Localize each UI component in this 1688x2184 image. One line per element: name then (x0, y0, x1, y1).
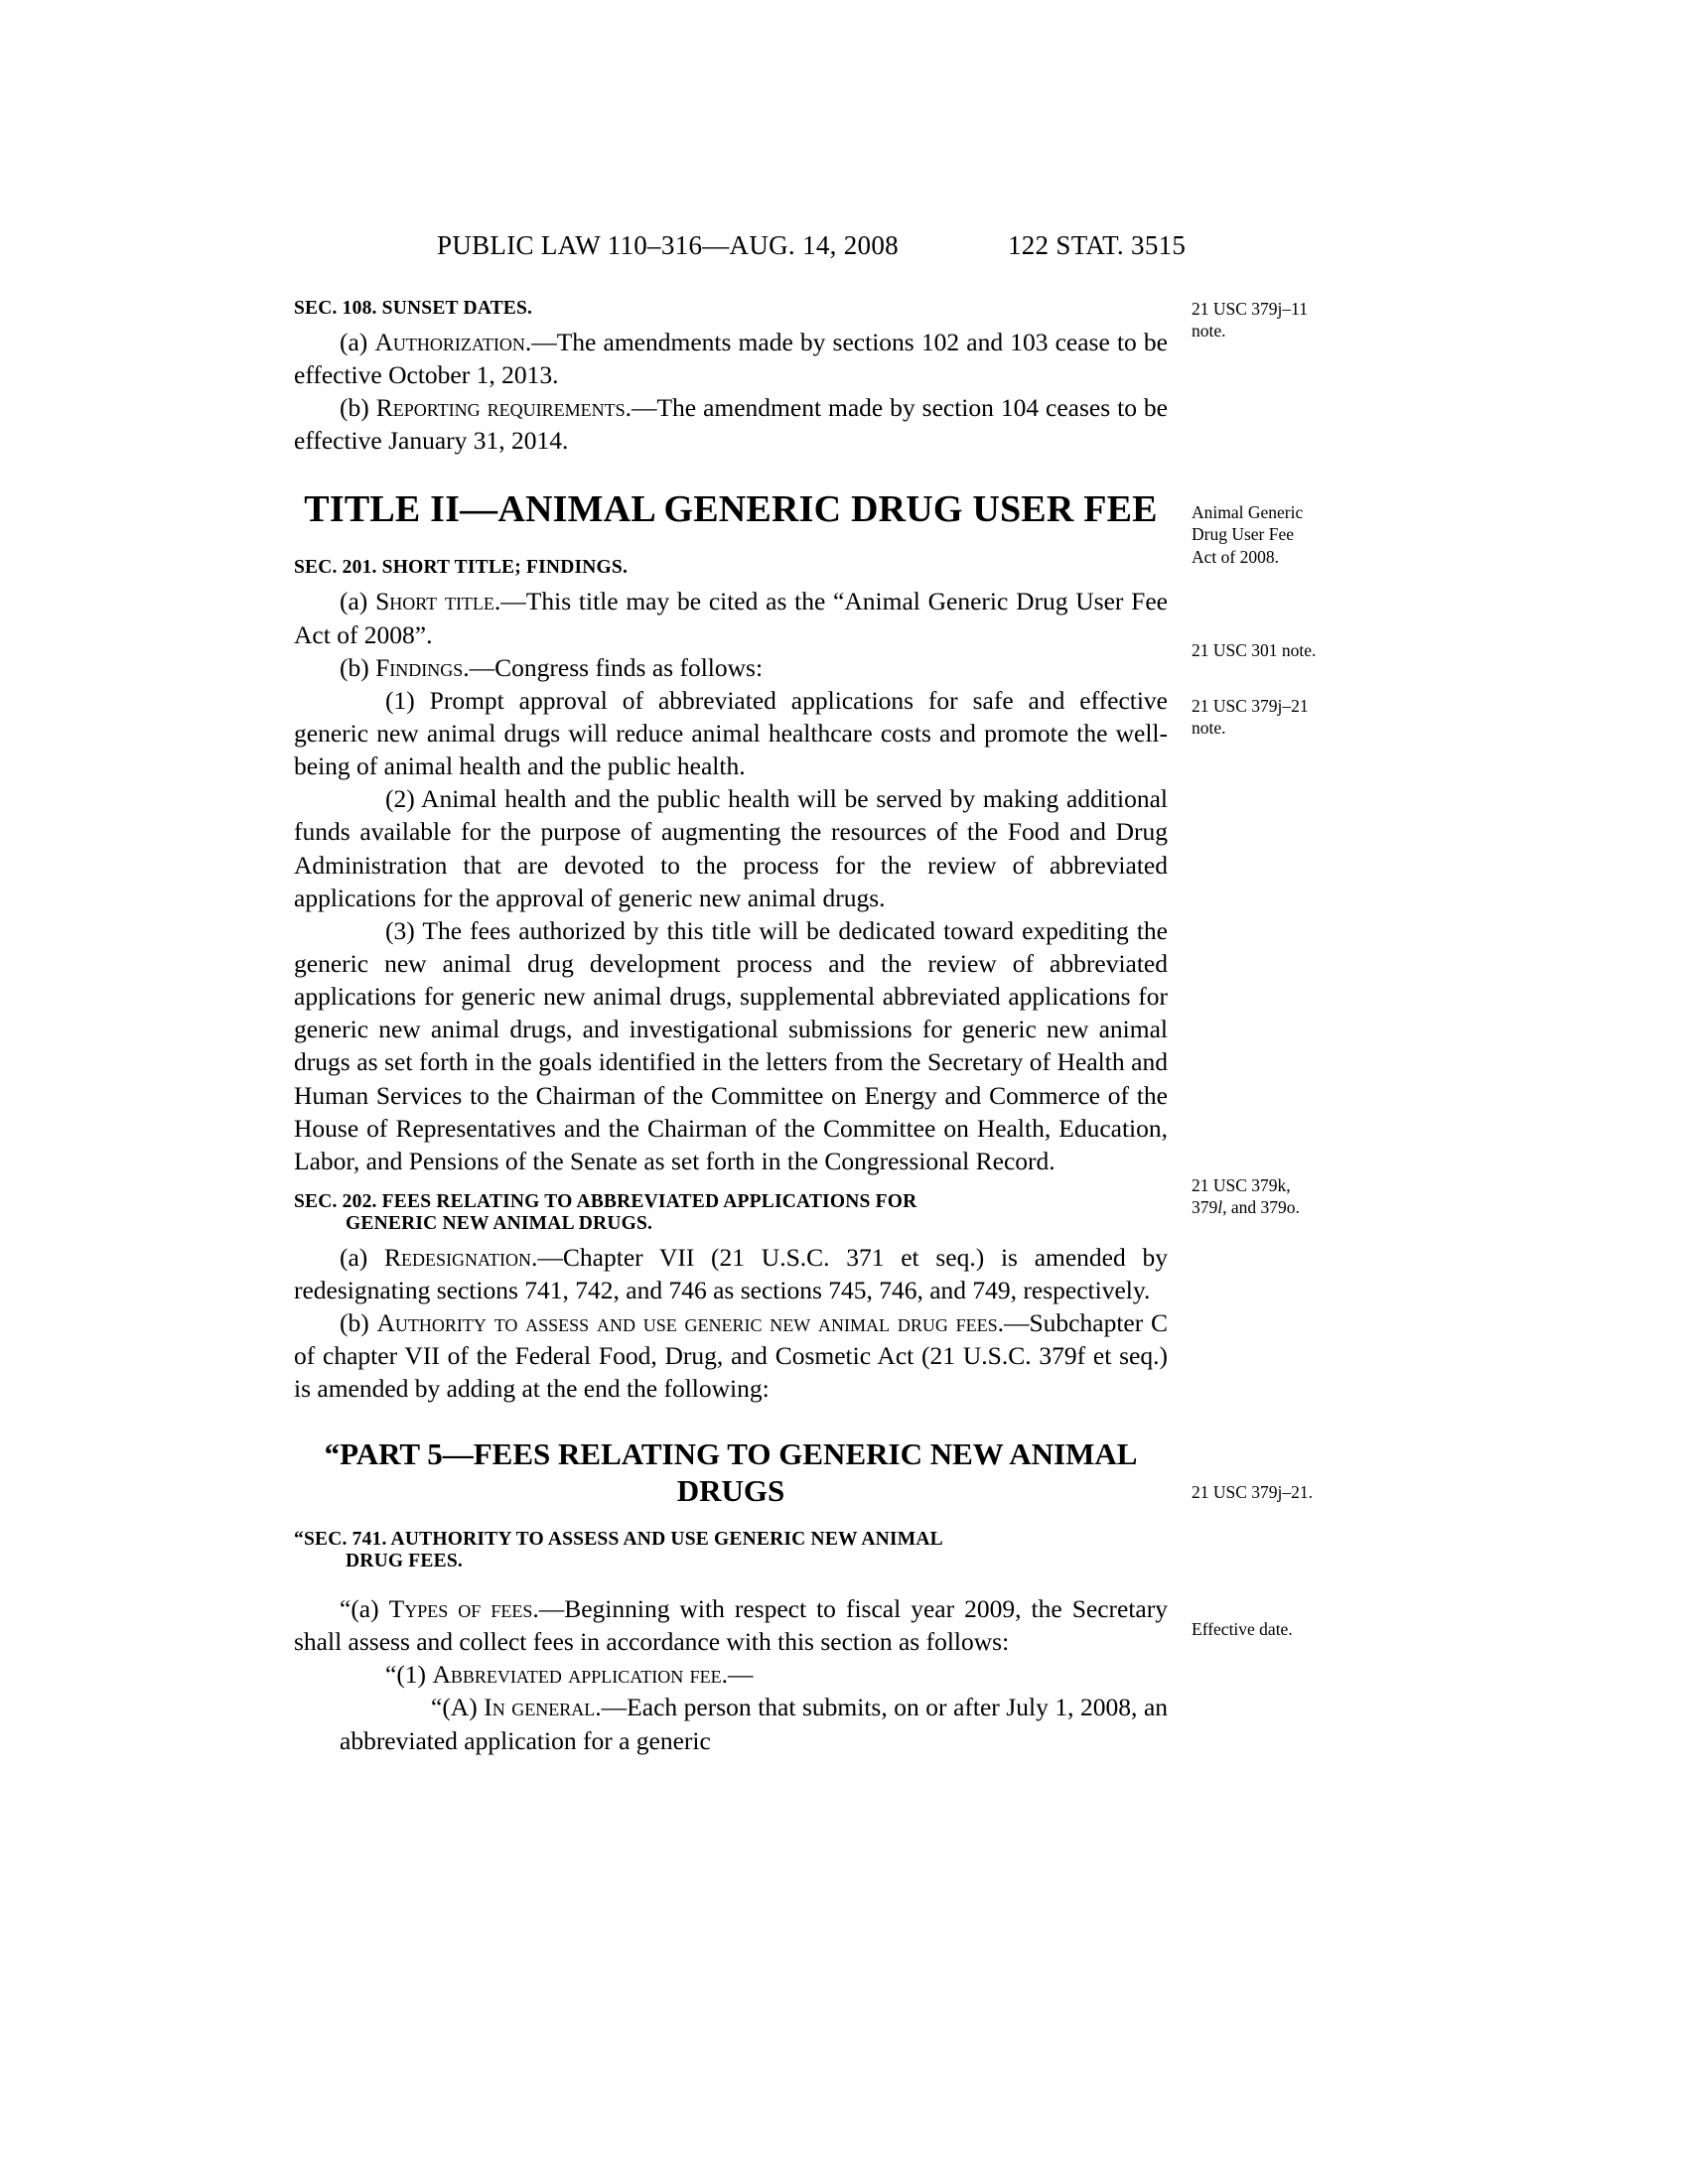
section-202-heading (294, 1191, 1168, 1235)
margin-note-21usc379j-21-note (1192, 695, 1440, 740)
defined-term: In general (484, 1693, 596, 1722)
defined-term: Reporting requirements (375, 393, 626, 423)
margin-note-line: Effective date. (1192, 1619, 1293, 1639)
margin-note-line: 21 USC 379j–21. (1192, 1482, 1314, 1502)
section-201-heading: SEC. 201. SHORT TITLE; FINDINGS. (294, 557, 629, 579)
defined-term: Types of fees (388, 1594, 533, 1623)
public-law-citation: PUBLIC LAW 110–316—AUG. 14, 2008 (437, 230, 899, 260)
defined-term: Abbreviated application fee (432, 1660, 722, 1690)
margin-note-21usc379j-11 (1192, 298, 1440, 342)
margin-note-line: 21 USC 379j–11 (1192, 299, 1309, 319)
section-202-subsection-a: (a) Redesignation.—Chapter VII (21 U.S.C. 371 et seq.) is amended by redesignating sections 741, 742, and 746 as sections 745, 746, and 749, respectively. (294, 1242, 1168, 1305)
margin-note-21usc379j-21 (1192, 1481, 1440, 1503)
section-741-subsection-a: “(a) Types of fees.—Beginning with respect to fiscal year 2009, the Secretary shall assess and collect fees in accordance with this section as follows: (294, 1594, 1168, 1657)
section-741-a-1-A: “(A) In general.—Each person that submits, on or after July 1, 2008, an abbreviated application for a generic (340, 1693, 1169, 1755)
section-202-heading-line-2: GENERIC NEW ANIMAL DRUGS. (346, 1212, 653, 1234)
margin-note-line: note. (1192, 321, 1226, 341)
finding-1: (1) Prompt approval of abbreviated applications for safe and effective generic new animal drugs will reduce animal healthcare costs and promote the well-being of animal health and the public health. (294, 685, 1168, 781)
italic-letter: l (1217, 1197, 1223, 1218)
margin-note-line: 21 USC 379k, (1192, 1175, 1291, 1195)
margin-note-effective-date (1192, 1618, 1440, 1640)
section-201-subsection-a: (a) Short title.—This title may be cited as the “Animal Generic Drug User Fee Act of 2008”. (294, 587, 1168, 649)
finding-3: (3) The fees authorized by this title will be dedicated toward expediting the generic new animal drug development process and the review of abbreviated applications for generic new animal drugs, supplemental abbreviated applications for generic new animal drugs, and investigational submissions for generic new animal drugs as set forth in the goals identified in the letters from the Secretary of Health and Human Services to the Chairman of the Committee on Energy and Commerce of the House of Representatives and the Chairman of the Committee on Health, Education, Labor, and Pensions of the Senate as set forth in the Congressional Record. (294, 915, 1168, 1175)
title-2-heading: TITLE II—ANIMAL GENERIC DRUG USER FEE (304, 487, 1158, 530)
section-202-subsection-b: (b) Authority to assess and use generic new animal drug fees.—Subchapter C of chapter VII of the Federal Food, Drug, and Cosmetic Act (21 U.S.C. 379f et seq.) is amended by adding at the end the following: (294, 1308, 1168, 1404)
margin-note-line (1192, 1196, 1440, 1218)
margin-note-line: Drug User Fee (1192, 524, 1295, 545)
margin-note-agdufa (1192, 501, 1440, 568)
margin-note-21usc379k (1192, 1174, 1440, 1219)
defined-term: Authority to assess and use generic new animal drug fees (376, 1308, 998, 1338)
finding-2: (2) Animal health and the public health will be served by making additional funds available for the purpose of augmenting the resources of the Food and Drug Administration that are devoted to the process for the review of abbreviated applications for the approval of generic new animal drugs. (294, 784, 1168, 912)
section-741-a-1: “(1) Abbreviated application fee.— (385, 1660, 754, 1690)
defined-term: Redesignation (384, 1242, 532, 1272)
margin-note-line: Act of 2008. (1192, 546, 1279, 567)
section-741-heading-line-1: “SEC. 741. AUTHORITY TO ASSESS AND USE GENERIC NEW ANIMAL (294, 1529, 943, 1550)
defined-term: Short title (375, 587, 494, 616)
section-108-subsection-b: (b) Reporting requirements.—The amendment made by section 104 ceases to be effective January 31, 2014. (294, 393, 1168, 456)
margin-note-line: 21 USC 379j–21 (1192, 696, 1309, 716)
statute-page-citation: 122 STAT. 3515 (1007, 230, 1187, 260)
defined-term: Findings (375, 652, 464, 682)
section-108-subsection-a: (a) Authorization.—The amendments made by sections 102 and 103 cease to be effective October 1, 2013. (294, 328, 1168, 390)
margin-note-21usc301 (1192, 639, 1440, 661)
main-text-column (294, 298, 1168, 1757)
defined-term: Authorization (374, 328, 525, 356)
section-741-heading-line-2: DRUG FEES. (346, 1551, 463, 1571)
section-108-heading: SEC. 108. SUNSET DATES. (294, 298, 533, 319)
margin-note-line: Animal Generic (1192, 502, 1304, 522)
part-5-heading: “PART 5—FEES RELATING TO GENERIC NEW ANIMAL DRUGS (324, 1435, 1138, 1508)
margin-note-text: 379l, and 379o. (1192, 1197, 1300, 1218)
section-201-subsection-b: (b) Findings.—Congress finds as follows: (340, 652, 764, 682)
page-header (437, 230, 1370, 261)
margin-note-line: note. (1192, 718, 1226, 739)
section-741-heading (294, 1529, 1168, 1572)
margin-note-line: 21 USC 301 note. (1192, 640, 1317, 660)
section-202-heading-line-1: SEC. 202. FEES RELATING TO ABBREVIATED APPLICATIONS FOR (294, 1190, 917, 1212)
